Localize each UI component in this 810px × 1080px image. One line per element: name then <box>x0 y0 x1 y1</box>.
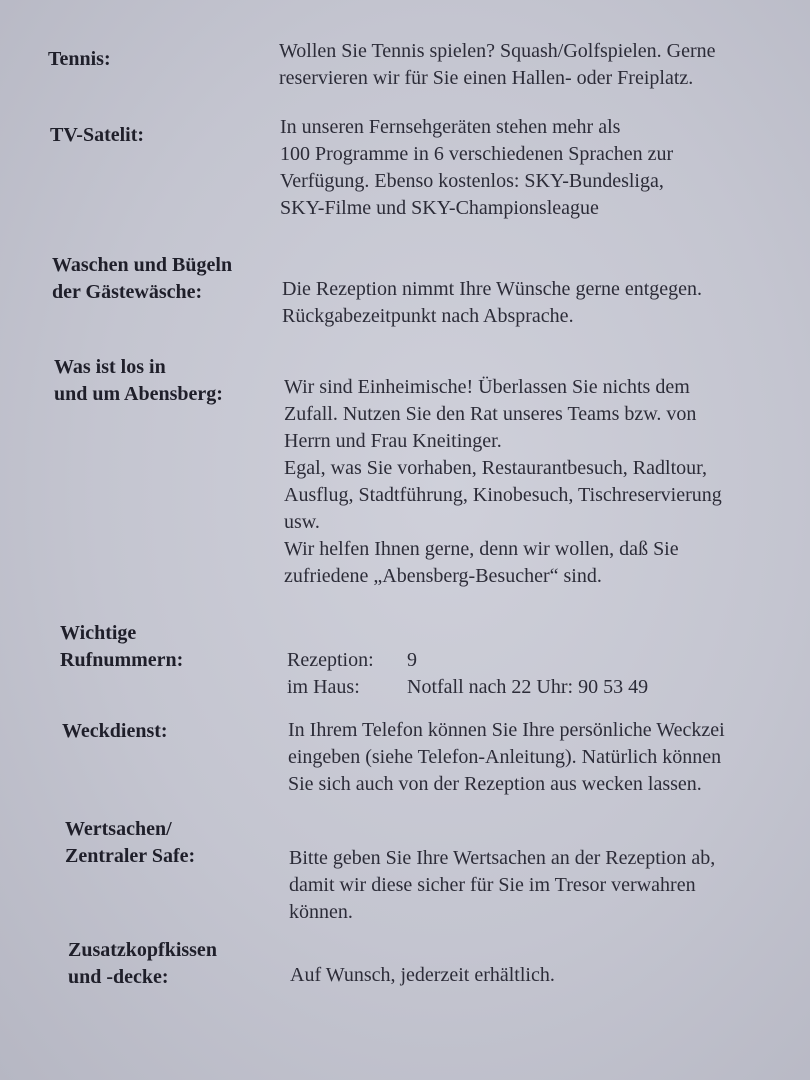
text-line: Sie sich auch von der Rezeption aus wecken lassen. <box>288 773 702 795</box>
phone-numbers <box>287 647 648 701</box>
text-line: usw. <box>284 511 320 533</box>
label-line: und um Abensberg: <box>54 383 223 405</box>
text-line: Die Rezeption nimmt Ihre Wünsche gerne entgegen. <box>282 278 703 300</box>
text-line: Egal, was Sie vorhaben, Restaurantbesuch, Radltour, <box>284 457 707 479</box>
text-line: damit wir diese sicher für Sie im Tresor verwahren <box>289 874 696 896</box>
label-line: Waschen und Bügeln <box>52 254 233 276</box>
text-line: Wir sind Einheimische! Überlassen Sie nichts dem <box>284 376 690 398</box>
text-line: Wollen Sie Tennis spielen? Squash/Golfspielen. Gerne <box>279 40 716 62</box>
label-was-ist-los <box>54 354 223 408</box>
text-zusatzkopfkissen <box>290 962 555 989</box>
text-weckdienst <box>288 717 725 798</box>
phone-value: 9 <box>407 649 417 671</box>
label-line: TV-Satelit: <box>50 124 145 146</box>
text-line: 100 Programme in 6 verschiedenen Sprachen zur <box>280 143 674 165</box>
label-line: und -decke: <box>68 966 169 988</box>
label-line: Was ist los in <box>54 356 166 378</box>
text-wertsachen <box>289 845 715 926</box>
text-line: Bitte geben Sie Ihre Wertsachen an der Rezeption ab, <box>289 847 716 869</box>
text-line: Herrn und Frau Kneitinger. <box>284 430 502 452</box>
label-line: Weckdienst: <box>62 720 168 742</box>
label-tv-satelit <box>50 122 144 149</box>
label-zusatzkopfkissen <box>68 937 217 991</box>
text-line: Auf Wunsch, jederzeit erhältlich. <box>290 964 555 986</box>
phone-key: Rezeption: <box>287 649 374 671</box>
text-line: eingeben (siehe Telefon-Anleitung). Natürlich können <box>288 746 722 768</box>
text-line: können. <box>289 901 353 923</box>
label-line: Wichtige <box>60 622 137 644</box>
phone-key: im Haus: <box>287 676 360 698</box>
text-tennis <box>279 38 716 92</box>
label-wertsachen <box>65 816 195 870</box>
text-line: Rückgabezeitpunkt nach Absprache. <box>282 305 574 327</box>
text-line: Ausflug, Stadtführung, Kinobesuch, Tischreservierung <box>284 484 722 506</box>
phone-row-im-haus <box>287 674 648 701</box>
text-line: zufriedene „Abensberg-Besucher“ sind. <box>284 565 602 587</box>
label-line: Rufnummern: <box>60 649 184 671</box>
label-line: Zusatzkopfkissen <box>68 939 217 961</box>
text-waschen <box>282 276 702 330</box>
label-waschen <box>52 252 232 306</box>
label-line: der Gästewäsche: <box>52 281 203 303</box>
text-line: Zufall. Nutzen Sie den Rat unseres Teams bzw. von <box>284 403 697 425</box>
text-line: In unseren Fernsehgeräten stehen mehr als <box>280 116 621 138</box>
label-tennis <box>48 46 111 73</box>
text-tv-satelit <box>280 114 673 222</box>
label-weckdienst <box>62 718 168 745</box>
text-line: Wir helfen Ihnen gerne, denn wir wollen, daß Sie <box>284 538 679 560</box>
phone-value: Notfall nach 22 Uhr: 90 53 49 <box>407 676 649 698</box>
text-line: Verfügung. Ebenso kostenlos: SKY-Bundesliga, <box>280 170 664 192</box>
text-line: SKY-Filme und SKY-Championsleague <box>280 197 599 219</box>
label-rufnummern <box>60 620 183 674</box>
label-line: Zentraler Safe: <box>65 845 196 867</box>
text-was-ist-los <box>284 374 722 590</box>
text-line: In Ihrem Telefon können Sie Ihre persönliche Weckzei <box>288 719 725 741</box>
phone-row-rezeption <box>287 647 648 674</box>
label-line: Wertsachen/ <box>65 818 172 840</box>
label-line: Tennis: <box>48 48 111 70</box>
text-line: reservieren wir für Sie einen Hallen- oder Freiplatz. <box>279 67 694 89</box>
